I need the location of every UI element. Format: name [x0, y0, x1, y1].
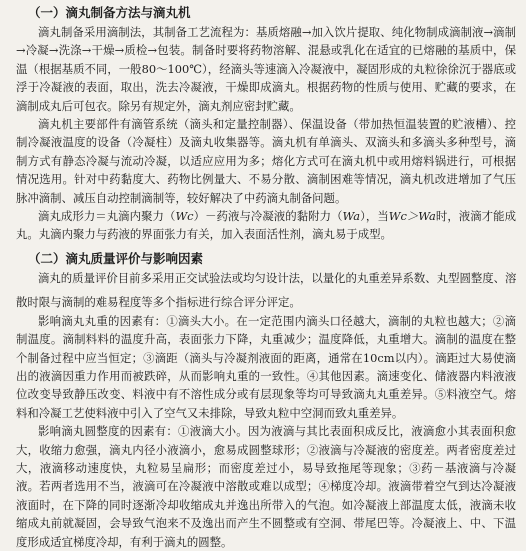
formula-tail: 时，液滴才能成丸。丸滴内聚力与药液的界面张力有关，加入表面活性剂，滴丸易于成型。: [16, 209, 516, 242]
paragraph-quality-eval-b: 散时限与滴制的难易程度等多个指标进行综合评分评定。: [16, 295, 301, 310]
paragraph-quality-eval-a: 滴丸的质量评价目前多采用正交试验法或均匀设计法，以量化的丸重差异系数、丸型圆整度、溶: [38, 270, 516, 285]
paragraph-roundness-factors: 影响滴丸圆整度的因素有：①液滴大小。因为液滴与其比表面积成反比，液滴愈小其表面积愈大，收缩力愈强，滴丸内径小液滴小，愈易成圆整球形；②液滴与冷凝液的密度差。两者密度差过大，液滴移动速度快，丸粒易呈扁形；而密度差过小，易导致拖尾等现象；③药－基液滴与冷凝液。若两者选用不当，液滴可在冷凝液中溶散或难以成型；④梯度冷却。液滴带着空气到达冷凝液液面时，在下降的同时逐渐冷却收缩成丸并逸出所带入的气泡。如冷凝液上部温度太低，液滴未收缩成丸前就凝固，会导致气泡来不及逸出而产生不圆整或有空洞、带尾巴等。冷凝液上、中、下温度形成适宜梯度冷却，有利于滴丸的圆整。: [16, 424, 516, 549]
section-heading-preparation: （一）滴丸制备方法与滴丸机: [28, 5, 191, 20]
section-heading-quality: （二）滴丸质量评价与影响因素: [28, 250, 204, 266]
formula-mid1: ）－药液与冷凝液的黏附力（: [193, 209, 343, 224]
formula-mid2: ），当: [360, 209, 389, 224]
paragraph-forming-force: [16, 207, 516, 244]
paragraph-pill-weight-factors: 影响滴丸丸重的因素有：①滴头大小。在一定范围内滴头口径越大，滴制的丸粒也越大；②滴制温度。滴制料料的温度升高，表面张力下降，丸重减少；温度降低，丸重增大。滴制的温度在整个制备过程中应当恒定；③滴距（滴头与冷凝剂液面的距离，通常在10cm以内）。滴距过大易使滴出的液滴因重力作用而被跌碎，从而影响丸重的一致性。④其他因素。滴速变化、储液器内料液液位改变导致静压改变、料液中有不溶性成分或有层现象等均可导致滴丸丸重差异。⑤料液空气。熔料和冷凝工艺使料液中引入了空气又未排除，导致丸粒中空洞而致丸重差异。: [16, 313, 516, 420]
formula-lead: 滴丸成形力＝丸滴内聚力（: [38, 209, 176, 224]
paragraph-preparation-process: 滴丸制备采用滴制法，其制备工艺流程为：基质熔融→加入饮片提取、纯化物制成滴制液→滴制→冷凝→洗涤→干燥→质检→包装。制备时要将药物溶解、混悬或乳化在适宜的已熔融的基质中，保温（根据基质不同，一般80～100℃），经滴头等速滴入冷凝液中，凝固形成的丸粒徐徐沉于器底或浮于冷凝液的表面，取出，洗去冷凝液，干燥即成滴丸。根据药物的性质与使用、贮藏的要求，在滴制成丸后可包衣。除另有规定外，滴丸剂应密封贮藏。: [16, 25, 516, 113]
paragraph-dripping-machine: 滴丸机主要部件有滴管系统（滴头和定量控制器）、保温设备（带加热恒温装置的贮液槽）、控制冷凝液温度的设备（冷凝柱）及滴丸收集器等。滴丸机有单滴头、双滴头和多滴头多种型号，滴制方式有静态冷凝与流动冷凝，以适应应用为多；熔化方式可在滴丸机中或用熔料锅进行，可根据情况选用。针对中药黏度大、药物比例量大、不易分散、滴制困难等情况，滴丸机改进增加了气压脉冲滴制、减压自动控制滴制等，较好解决了中药滴丸制备问题。: [16, 117, 516, 205]
formula-condition: Wc＞Wa: [388, 209, 436, 224]
formula-wa: Wa: [342, 209, 361, 224]
formula-wc: Wc: [175, 209, 194, 224]
